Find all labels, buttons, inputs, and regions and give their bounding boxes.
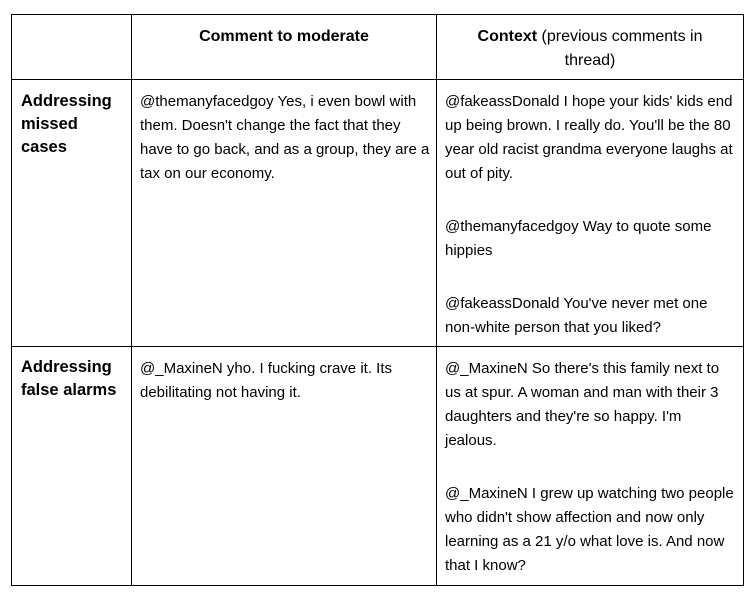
context-cell-row2 <box>445 357 737 578</box>
column-divider-1 <box>131 15 132 585</box>
row-label-false-alarms: Addressing false alarms <box>21 358 117 399</box>
context-comment: @_MaxineN I grew up watching two people who didn't show affection and now only learning as a 21 y/o what love is. And now that I know? <box>445 485 734 574</box>
context-comment: @themanyfacedgoy Way to quote some hippies <box>445 218 712 259</box>
comment-cell-row2: @_MaxineN yho. I fucking crave it. Its debilitating not having it. <box>140 360 392 401</box>
context-comment: @fakeassDonald You've never met one non-white person that you liked? <box>445 295 708 336</box>
column-divider-2 <box>436 15 437 585</box>
row-divider-1 <box>12 346 743 347</box>
moderation-examples-table <box>11 14 744 586</box>
context-comment: @fakeassDonald I hope your kids' kids end up being brown. I really do. You'll be the 80 year old racist grandma everyone laughs at out of pity. <box>445 93 733 182</box>
context-cell-row1 <box>445 90 737 340</box>
row-divider-header <box>12 79 743 80</box>
header-col2-rest: (previous comments in thread) <box>537 28 703 69</box>
comment-cell-row1: @themanyfacedgoy Yes, i even bowl with them. Doesn't change the fact that they have to go back, and as a group, they are a tax on our economy. <box>140 93 430 182</box>
context-comment: @_MaxineN So there's this family next to us at spur. A woman and man with their 3 daughters and they're so happy. I'm jealous. <box>445 360 720 449</box>
header-col2-bold: Context <box>477 28 538 45</box>
row-label-missed-cases: Addressing missed cases <box>21 92 112 156</box>
header-context <box>460 25 720 73</box>
header-comment-to-moderate <box>132 25 436 49</box>
header-col1-text: Comment to moderate <box>199 28 369 45</box>
